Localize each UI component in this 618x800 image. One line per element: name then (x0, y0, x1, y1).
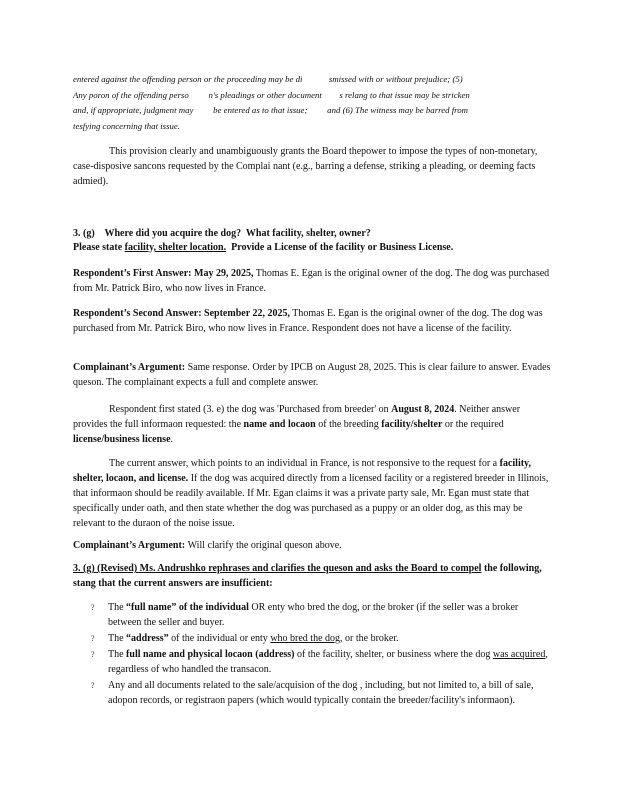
bullet-marker-icon: ? (91, 681, 95, 690)
first-answer (73, 266, 551, 296)
item-bold: “address” (126, 633, 169, 644)
item-text: The (108, 633, 127, 644)
question-3g-line1: 3. (g) Where did you acquire the dog? What facility, shelter, owner? (73, 228, 371, 239)
item-text: , or the broker. (340, 633, 399, 644)
provision-paragraph: This provision clearly and unambiguously grants the Board thepower to impose the types of non-monetary, case-disposive sancons requested by the Complai nant (e.g., barring a defense, striking a pleading, or deeming facts admied). (73, 146, 538, 187)
complainant-argument-1 (73, 360, 551, 390)
first-stated-text-b: . Neither answer provides the full informaon requested: the (73, 404, 521, 430)
item-text: OR enty who bred the dog, or the broker (if the seller was a broker between the seller and buyer. (108, 602, 519, 628)
statute-quote (73, 72, 551, 134)
revised-question-rest: the following, stang that the current answers are insufficient: (73, 563, 542, 589)
current-answer-paragraph (73, 456, 551, 531)
item-bold: “full name” of the individual (126, 602, 249, 613)
requested-items-list (73, 600, 551, 709)
item-underlined: who bred the dog (270, 633, 341, 644)
question-3g-heading (73, 227, 551, 255)
quote-line: entered against the offending person or the proceeding may be di smissed with or without prejudice; (5) (73, 74, 463, 84)
argument-1-text: Same response. Order by IPCB on August 28, 2025. This is clear failure to answer. Evades queson. The complainant expects a full and complete answer. (73, 362, 551, 388)
second-answer-text: Thomas E. Egan is the original owner of the dog. The dog was purchased from Mr. Patrick Biro, who now lives in France. Respondent does not have a license of the facility. (73, 308, 543, 334)
item-text: of the facility, shelter, or business where the dog (294, 649, 493, 660)
question-3g-line2-underlined: facility, shelter location. (124, 242, 227, 253)
first-stated-text-a: Respondent first stated (3. e) the dog was 'Purchased from breeder' on (109, 404, 392, 415)
first-stated-text-e: . (170, 434, 174, 445)
quote-line: Any poron of the offending perso n's pleadings or other document s relang to that issue may be stricken (73, 89, 470, 100)
first-answer-label: Respondent’s First Answer: (73, 268, 195, 279)
item-bold: full name and physical locaon (address) (126, 649, 295, 660)
bullet-marker-icon: ? (91, 603, 95, 612)
current-answer-bold: facility, shelter, locaon, and license. (73, 458, 532, 484)
revised-question-heading (73, 561, 551, 591)
argument-2-text: Will clarify the original queson above. (187, 540, 342, 551)
bullet-marker-icon: ? (91, 634, 95, 643)
first-stated-bold-license: license/business license (73, 434, 171, 445)
question-3g-line2-a: Please state (73, 242, 125, 253)
first-stated-bold-facility: facility/shelter (381, 419, 443, 430)
item-text: The (108, 602, 127, 613)
list-item (73, 647, 551, 677)
first-stated-bold-name: name and locaon (243, 419, 316, 430)
revised-question-underlined: 3. (g) (Revised) Ms. Andrushko rephrases and clarifies the queson and asks the Board to compel (73, 563, 482, 574)
quote-line: and, if appropriate, judgment may be entered as to that issue; and (6) The witness may be barred from (73, 105, 469, 115)
first-stated-paragraph (73, 402, 551, 447)
item-underlined: was acquired (492, 649, 546, 660)
first-stated-text-c: of the breeding (315, 419, 382, 430)
second-answer-label: Respondent’s Second Answer: (73, 308, 205, 319)
first-stated-date: August 8, 2024 (391, 404, 455, 415)
current-answer-text-b: If the dog was acquired directly from a licensed facility or a registered breeder in Illinois, that informaon should be readily available. If Mr. Egan claims it was a private party sale, Mr. Egan must state that specifically under oath, and then state whether the dog was purchased as a puppy or an older dog, as this may be relevant to the duraon of the noise issue. (73, 473, 549, 529)
argument-2-label: Complainant’s Argument: (73, 540, 188, 551)
list-item (73, 631, 551, 646)
second-answer-date: September 22, 2025, (204, 308, 290, 319)
bullet-marker-icon: ? (91, 650, 95, 659)
argument-1-label: Complainant’s Argument: (73, 362, 188, 373)
item-text: of the individual or enty (168, 633, 271, 644)
first-stated-text-d: or the required (442, 419, 504, 430)
quote-line: tesfying concerning that issue. (73, 120, 181, 131)
list-item (73, 600, 551, 630)
first-answer-text: Thomas E. Egan is the original owner of the dog. The dog was purchased from Mr. Patrick Biro, who now lives in France. (73, 268, 550, 294)
item-text: , regardless of who handled the transacon. (108, 649, 548, 675)
item-text: Any and all documents related to the sale/acquision of the dog , including, but not limited to, a bill of sale, adopon records, or registraon papers (which would typically contain the breeder/facility's informaon). (108, 680, 534, 706)
first-answer-date: May 29, 2025, (194, 268, 254, 279)
current-answer-text-a: The current answer, which points to an individual in France, is not responsive to the request for a (109, 458, 500, 469)
second-answer (73, 306, 551, 336)
question-3g-line2-b: Provide a License of the facility or Business License. (226, 242, 454, 253)
question-3g-line2 (73, 241, 551, 255)
list-item (73, 678, 551, 708)
item-text: The (108, 649, 127, 660)
complainant-argument-2 (73, 538, 551, 553)
